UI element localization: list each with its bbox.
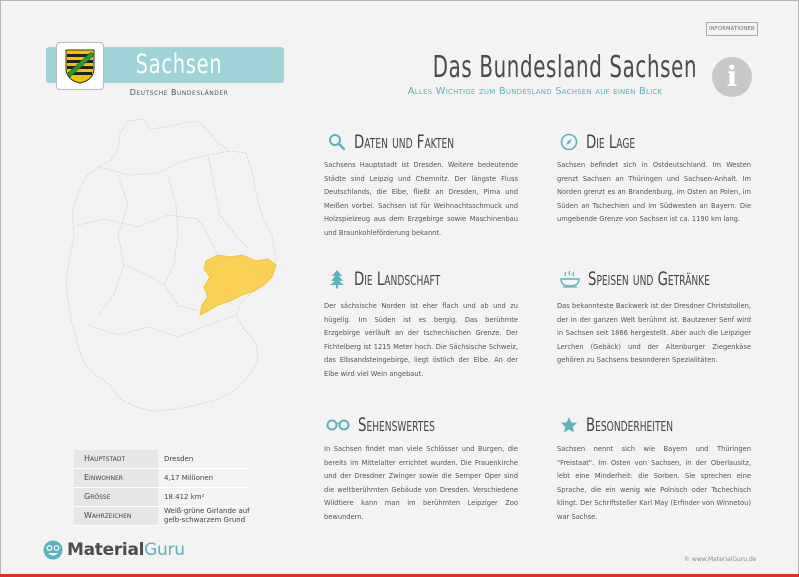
germany-map bbox=[58, 115, 288, 415]
sachsen-highlight bbox=[200, 255, 276, 315]
state-border-north bbox=[98, 151, 230, 175]
state-border-middle bbox=[78, 215, 218, 255]
tree-icon bbox=[328, 269, 346, 289]
section-daten-text: Sachsens Hauptstadt ist Dresden. Weitere bedeutende Städte sind Leipzig und Chemnitz. Der längste Fluss Deutschlands, die Elbe, fließt an Dresden, Pirna und Meißen vorbei. Sachsen ist für Weihnachtsschmuck und Holzspielzeug aus dem Erzgebirge sowie Maschinenbau und Braunkohleförderung bekannt. bbox=[324, 161, 518, 237]
facts-table bbox=[74, 450, 250, 526]
guru-face-icon bbox=[43, 540, 63, 560]
coat-of-arms-icon bbox=[64, 48, 96, 84]
section-speisen-title: Speisen und Getränke bbox=[588, 268, 710, 290]
state-subtitle: Deutsche Bundesländer bbox=[129, 88, 229, 97]
section-landschaft-title: Die Landschaft bbox=[354, 268, 441, 290]
section-speisen-text: Das bekannteste Backwerk ist der Dresdner Christstollen, der in der ganzen Welt berühmt ist. Bautzener Senf wird in Sachsen seit 1866 hergestellt. Aber auch die Leipziger Lerchen (Gebäck) und der Altenburger Ziegenkäse gehören zu Sachsens besonderen Spezialitäten. bbox=[557, 302, 751, 365]
fact-value: 18.412 km² bbox=[164, 492, 205, 501]
section-sehenswertes-title: Sehenswertes bbox=[358, 414, 435, 436]
glasses-icon bbox=[326, 418, 350, 432]
fact-row-einwohner bbox=[74, 469, 250, 488]
fact-value: 4,17 Millionen bbox=[164, 473, 214, 482]
page-subtitle: Alles Wichtige zum Bundesland Sachsen auf einen Blick bbox=[407, 86, 663, 97]
state-border-center bbox=[164, 175, 198, 311]
fact-value: Weiß-grüne Girlande auf gelb-schwarzem Grund bbox=[164, 507, 250, 524]
state-border-south bbox=[88, 315, 236, 337]
info-tag: INFORMATIONEN bbox=[706, 22, 758, 36]
section-daten-title: Daten und Fakten bbox=[354, 131, 455, 153]
fact-row-hauptstadt bbox=[74, 450, 250, 469]
section-speisen-head bbox=[560, 268, 762, 290]
fact-label: Einwohner bbox=[74, 469, 158, 487]
section-besonderheiten-text: Sachsen nennt sich wie Bayern und Thüringen "Freistaat". Im Osten von Sachsen, in der Oberlausitz, lebt eine Minderheit: die Sorben. Sie sprechen eine Sprache, die ein wenig wie Polnisch oder Tschechisch klingt. Der Schriftsteller Karl May (Erfinder von Winnetou) war Sachse. bbox=[557, 445, 751, 521]
page-title: Das Bundesland Sachsen bbox=[432, 50, 698, 85]
section-besonderheiten-head bbox=[560, 414, 710, 436]
state-border-west bbox=[98, 175, 128, 315]
copyright: © www.MaterialGuru.de bbox=[684, 556, 757, 563]
materialguru-logo bbox=[43, 540, 185, 560]
section-daten-head bbox=[328, 131, 497, 153]
logo-part2: Guru bbox=[144, 540, 185, 560]
section-besonderheiten-title: Besonderheiten bbox=[586, 414, 674, 436]
section-lage-head bbox=[560, 131, 656, 153]
fact-label: Hauptstadt bbox=[74, 450, 158, 468]
star-icon bbox=[560, 416, 578, 434]
fact-label: Größe bbox=[74, 488, 158, 506]
section-sehenswertes-head bbox=[326, 414, 468, 436]
section-landschaft-head bbox=[328, 268, 477, 290]
crest-box bbox=[56, 42, 104, 90]
food-icon bbox=[560, 270, 580, 288]
state-border-southwest bbox=[124, 265, 164, 285]
logo-part1: Material bbox=[67, 540, 145, 560]
section-lage-text: Sachsen befindet sich in Ostdeutschland. Im Westen grenzt Sachsen an Thüringen und Sachsen-Anhalt. Im Norden grenzt es an Brandenburg, im Osten an Polen, im Süden an Tschechien und im Südwesten an Bayern. Die umgebende Grenze von Sachsen ist ca. 1190 km lang. bbox=[557, 161, 751, 224]
state-name: Sachsen bbox=[135, 49, 223, 80]
section-sehenswertes-text: In Sachsen findet man viele Schlösser und Burgen, die bereits im Mittelalter errichtet wurden. Die Frauenkirche und der Dresdner Zwinger sowie die Semper Oper sind die weltberühmten Gebäude von Dresden. Verschiedene Wildtiere kann man im berühmten Leipziger Zoo bewundern. bbox=[324, 445, 518, 521]
magnifier-icon bbox=[328, 133, 346, 151]
compass-icon bbox=[560, 133, 578, 151]
info-icon: i bbox=[712, 57, 752, 97]
section-lage-title: Die Lage bbox=[586, 131, 636, 153]
fact-value: Dresden bbox=[164, 454, 194, 463]
fact-row-wahrzeichen bbox=[74, 507, 250, 526]
fact-label: Wahrzeichen bbox=[74, 507, 158, 525]
logo-text bbox=[67, 540, 185, 560]
fact-row-groesse bbox=[74, 488, 250, 507]
section-landschaft-text: Der sächsische Norden ist eher flach und ab und zu hügelig. Im Süden ist es bergig. Das berühmte Erzgebirge verläuft an der tschechischen Grenze. Der Fichtelberg ist 1215 Meter hoch. Die Sächsische Schweiz, das Elbsandsteingebirge, liegt östlich der Elbe. An der Elbe wird viel Wein angebaut. bbox=[324, 302, 518, 378]
state-border-east bbox=[208, 155, 248, 249]
